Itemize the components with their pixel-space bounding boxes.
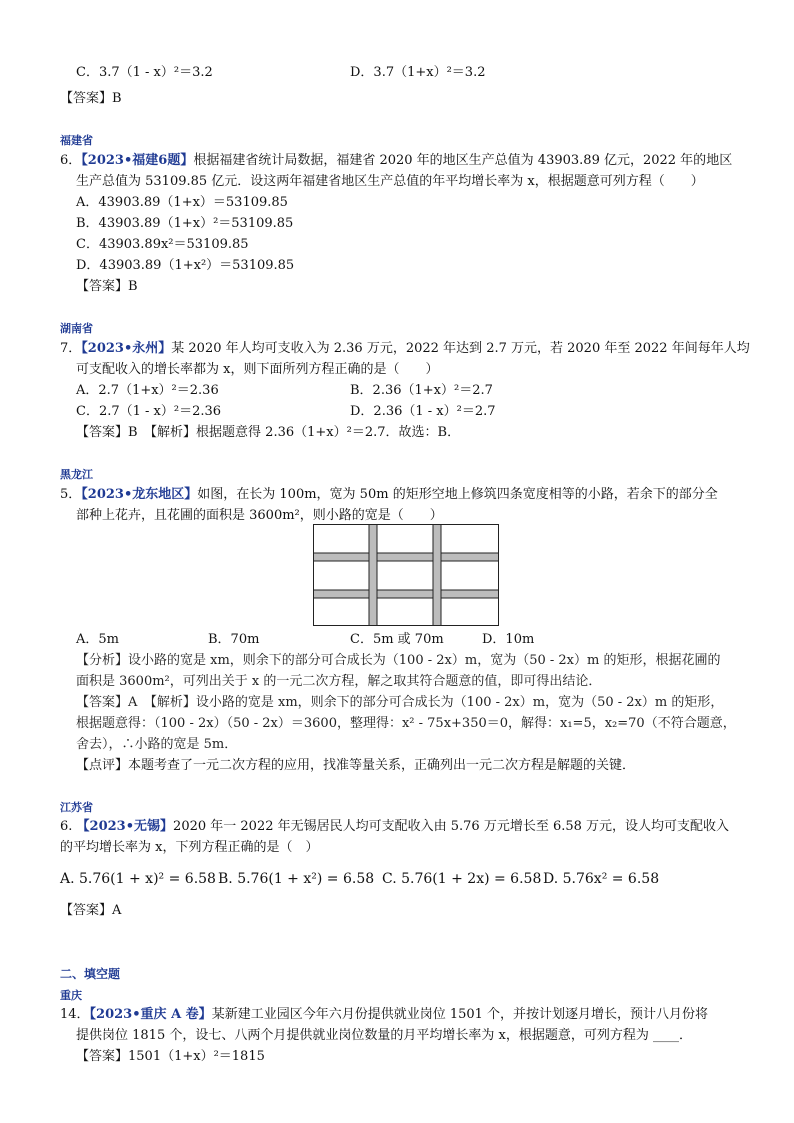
option-d: D．3.7（1+x）²＝3.2 [350,65,486,80]
horizontal-path [314,553,499,561]
question-text: 部种上花卉，且花圃的面积是 3600m²，则小路的宽是（ ） [76,508,443,523]
option-c: C．3.7（1 - x）²＝3.2 [76,65,213,80]
answer: 【答案】A 【解析】设小路的宽是 xm，则余下的部分可合成长为（100 - 2x）m，宽为（50 - 2x）m 的矩形， [76,695,724,710]
option-a: A．5m [76,632,119,647]
answer: 【答案】B 【解析】根据题意得 2.36（1+x）²＝2.7．故选：B． [76,425,461,440]
province-heading: 湖南省 [60,322,93,335]
question-text: 根据福建省统计局数据，福建省 2020 年的地区生产总值为 43903.89 亿元，2022 年的地区 [193,153,733,168]
option-b: B．43903.89（1+x）²＝53109.85 [76,216,294,231]
option-b: B．2.36（1+x）²＝2.7 [350,383,493,398]
field-outline [314,525,499,626]
option-d: D．43903.89（1+x²）＝53109.85 [76,258,295,273]
answer: 【答案】1501（1+x）²＝1815 [76,1049,265,1064]
option-b: B．70m [208,632,260,647]
question-text: 某 2020 年人均可支收入为 2.36 万元，2022 年达到 2.7 万元，若 2020 年至 2022 年间每年人均 [171,341,750,356]
option-c: C. 5.76(1 + 2x) = 6.58 [382,871,542,887]
vertical-path [433,525,441,626]
question-text: 如图，在长为 100m，宽为 50m 的矩形空地上修筑四条宽度相等的小路，若余下的部分全 [197,487,718,502]
question-tag: 【2023•永州】 [81,341,172,356]
option-b: B. 5.76(1 + x²) = 6.58 [218,871,375,887]
province-heading: 江苏省 [60,801,93,814]
option-c: C．2.7（1 - x）²＝2.36 [76,404,222,419]
analysis: 面积是 3600m²，可列出关于 x 的一元二次方程，解之取其符合题意的值，即可得出结论． [76,674,602,689]
answer: 【答案】B [76,279,138,294]
question-tag: 【2023•龙东地区】 [81,487,198,502]
question-line: 14．【2023•重庆 A 卷】某新建工业园区今年六月份提供就业岗位 1501 个，并按计划逐月增长，预计八月份将 [60,1007,709,1022]
answer: 【答案】B [60,91,122,106]
answer: 根据题意得：（100 - 2x）（50 - 2x）＝3600，整理得：x² - 75x+350＝0，解得：x₁=5，x₂=70（不符合题意， [76,716,736,731]
option-c: C．5m 或 70m [350,632,444,647]
question-tag: 【2023•无锡】 [76,819,174,834]
option-d: D．2.36（1 - x）²＝2.7 [350,404,496,419]
option-a: A. 5.76(1 + x)² = 6.58 [60,871,216,887]
question-line: 6. 【2023•无锡】2020 年一 2022 年无锡居民人均可支配收入由 5.76 万元增长至 6.58 万元，设人均可支配收入 [60,819,730,834]
vertical-path [369,525,377,626]
question-line: 5．【2023•龙东地区】如图，在长为 100m，宽为 50m 的矩形空地上修筑四条宽度相等的小路，若余下的部分全 [60,487,718,502]
option-c: C．43903.89x²＝53109.85 [76,237,249,252]
question-text: 某新建工业园区今年六月份提供就业岗位 1501 个，并按计划逐月增长，预计八月份将 [211,1007,709,1022]
answer: 【答案】A [60,903,122,918]
province-heading: 重庆 [60,989,82,1002]
question-text: 可支配收入的增长率都为 x，则下面所列方程正确的是（ ） [76,362,439,377]
garden-figure [313,524,499,626]
question-tag: 【2023•重庆 A 卷】 [89,1007,212,1022]
answer: 舍去），∴小路的宽是 5m． [76,737,238,752]
question-text: 生产总值为 53109.85 亿元．设这两年福建省地区生产总值的年平均增长率为 x，根据题意可列方程（ ） [76,174,704,189]
option-d: D．10m [482,632,535,647]
question-text: 提供岗位 1815 个，设七、八两个月提供就业岗位数量的月平均增长率为 x，根据题意，可列方程为 ____． [76,1028,692,1043]
section-title: 二、填空题 [60,967,121,981]
question-line: 7．【2023•永州】某 2020 年人均可支收入为 2.36 万元，2022 年达到 2.7 万元，若 2020 年至 2022 年间每年人均 [60,341,750,356]
question-text: 的平均增长率为 x，下列方程正确的是（ ） [60,840,319,855]
province-heading: 福建省 [60,134,93,147]
option-a: A．2.7（1+x）²＝2.36 [76,383,219,398]
option-a: A．43903.89（1+x）＝53109.85 [76,195,288,210]
comment: 【点评】本题考查了一元二次方程的应用，找准等量关系，正确列出一元二次方程是解题的关键． [76,758,636,773]
horizontal-path [314,590,499,598]
question-line: 6．【2023•福建6题】根据福建省统计局数据，福建省 2020 年的地区生产总值为 43903.89 亿元，2022 年的地区 [60,153,733,168]
province-heading: 黑龙江 [60,468,93,481]
question-text: 2020 年一 2022 年无锡居民人均可支配收入由 5.76 万元增长至 6.58 万元，设人均可支配收入 [173,819,730,834]
option-d: D. 5.76x² = 6.58 [543,871,660,887]
analysis: 【分析】设小路的宽是 xm，则余下的部分可合成长为（100 - 2x）m，宽为（50 - 2x）m 的矩形，根据花圃的 [76,653,721,668]
question-tag: 【2023•福建6题】 [81,153,194,168]
